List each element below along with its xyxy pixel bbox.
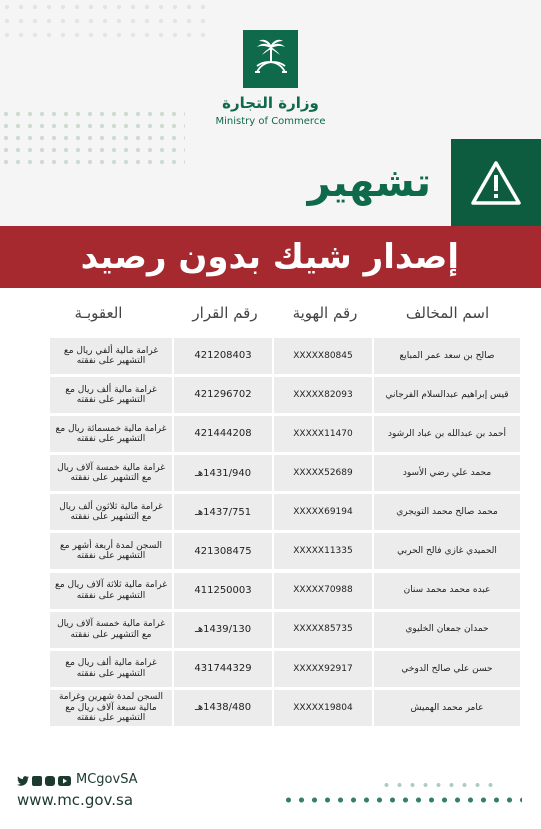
decorative-dots — [0, 0, 210, 38]
cell-decision: 1431/940هـ — [174, 455, 272, 491]
table-row — [50, 376, 520, 415]
column-header-penalty: العقوبـة — [74, 304, 123, 322]
instagram-icon[interactable] — [45, 776, 55, 786]
cell-penalty: غرامة مالية خمسة آلاف ريال مع التشهير على نفقته — [50, 455, 172, 491]
website-link[interactable]: www.mc.gov.sa — [17, 791, 134, 809]
cell-decision: 1437/751هـ — [174, 494, 272, 530]
cell-name: حمدان جمعان الخليوي — [374, 612, 520, 648]
page-title: تشهير — [307, 160, 431, 206]
cell-decision: 421208403 — [174, 338, 272, 374]
table-row — [50, 454, 520, 493]
cell-id: XXXXX19804 — [274, 690, 372, 726]
column-header-id: رقم الهوية — [292, 304, 358, 322]
column-header-name: اسم المخالف — [405, 304, 490, 322]
decorative-dots — [380, 780, 500, 790]
ministry-emblem-icon — [243, 30, 298, 88]
cell-decision: 431744329 — [174, 651, 272, 687]
cell-name: محمد صالح محمد التويجري — [374, 494, 520, 530]
cell-name: عامر محمد الهميش — [374, 690, 520, 726]
ministry-name-english: Ministry of Commerce — [215, 116, 326, 127]
cell-penalty: السجن لمدة أربعة أشهر مع التشهير على نفقته — [50, 533, 172, 569]
table-row — [50, 337, 520, 376]
cell-id: XXXXX69194 — [274, 494, 372, 530]
cell-id: XXXXX11470 — [274, 416, 372, 452]
table-row — [50, 415, 520, 454]
cell-decision: 1438/480هـ — [174, 690, 272, 726]
cell-name: قيس إبراهيم عبدالسلام الفرجاني — [374, 377, 520, 413]
cell-id: XXXXX11335 — [274, 533, 372, 569]
violators-table — [50, 337, 520, 728]
cell-decision: 421308475 — [174, 533, 272, 569]
cell-id: XXXXX92917 — [274, 651, 372, 687]
cell-penalty: غرامة مالية خمسة آلاف ريال مع التشهير على نفقته — [50, 612, 172, 648]
cell-decision: 411250003 — [174, 573, 272, 609]
cell-penalty: غرامة مالية ثلاثون ألف ريال مع التشهير على نفقته — [50, 494, 172, 530]
twitter-icon[interactable] — [17, 776, 29, 786]
cell-id: XXXXX80845 — [274, 338, 372, 374]
decorative-dots — [0, 108, 185, 166]
social-icons — [17, 776, 71, 786]
cell-name: الحميدي غازي فالح الحربي — [374, 533, 520, 569]
table-row — [50, 493, 520, 532]
cell-id: XXXXX82093 — [274, 377, 372, 413]
cell-name: محمد علي رضي الأسود — [374, 455, 520, 491]
cell-name: صالح بن سعد عمر المبايع — [374, 338, 520, 374]
decorative-dots — [282, 794, 522, 806]
ministry-name-arabic: وزارة التجارة — [222, 94, 319, 112]
cell-name: أحمد بن عبدالله بن عباد الرشود — [374, 416, 520, 452]
warning-icon — [470, 160, 522, 206]
subtitle-banner — [0, 226, 541, 288]
cell-decision: 1439/130هـ — [174, 612, 272, 648]
subtitle-text: إصدار شيك بدون رصيد — [80, 237, 459, 277]
cell-penalty: السجن لمدة شهرين وغرامة مالية سبعة آلاف ريال مع التشهير على نفقته — [50, 690, 172, 726]
social-handle[interactable]: MCgovSA — [76, 772, 138, 787]
cell-penalty: غرامة مالية خمسمائة ريال مع التشهير على نفقته — [50, 416, 172, 452]
table-row — [50, 572, 520, 611]
table-row — [50, 532, 520, 571]
warning-box — [451, 139, 541, 226]
cell-penalty: غرامة مالية ثلاثة آلاف ريال مع التشهير على نفقته — [50, 573, 172, 609]
cell-id: XXXXX70988 — [274, 573, 372, 609]
table-row — [50, 650, 520, 689]
column-header-decision: رقم القرار — [192, 304, 258, 322]
cell-name: عبده محمد محمد سنان — [374, 573, 520, 609]
cell-penalty: غرامة مالية ألفي ريال مع التشهير على نفقته — [50, 338, 172, 374]
cell-decision: 421444208 — [174, 416, 272, 452]
table-row — [50, 689, 520, 728]
table-row — [50, 611, 520, 650]
cell-id: XXXXX85735 — [274, 612, 372, 648]
youtube-icon[interactable] — [58, 776, 71, 786]
cell-name: حسن علي صالح الدوخي — [374, 651, 520, 687]
facebook-icon[interactable] — [32, 776, 42, 786]
cell-decision: 421296702 — [174, 377, 272, 413]
cell-penalty: غرامة مالية ألف ريال مع التشهير على نفقته — [50, 651, 172, 687]
cell-penalty: غرامة مالية ألف ريال مع التشهير على نفقته — [50, 377, 172, 413]
cell-id: XXXXX52689 — [274, 455, 372, 491]
